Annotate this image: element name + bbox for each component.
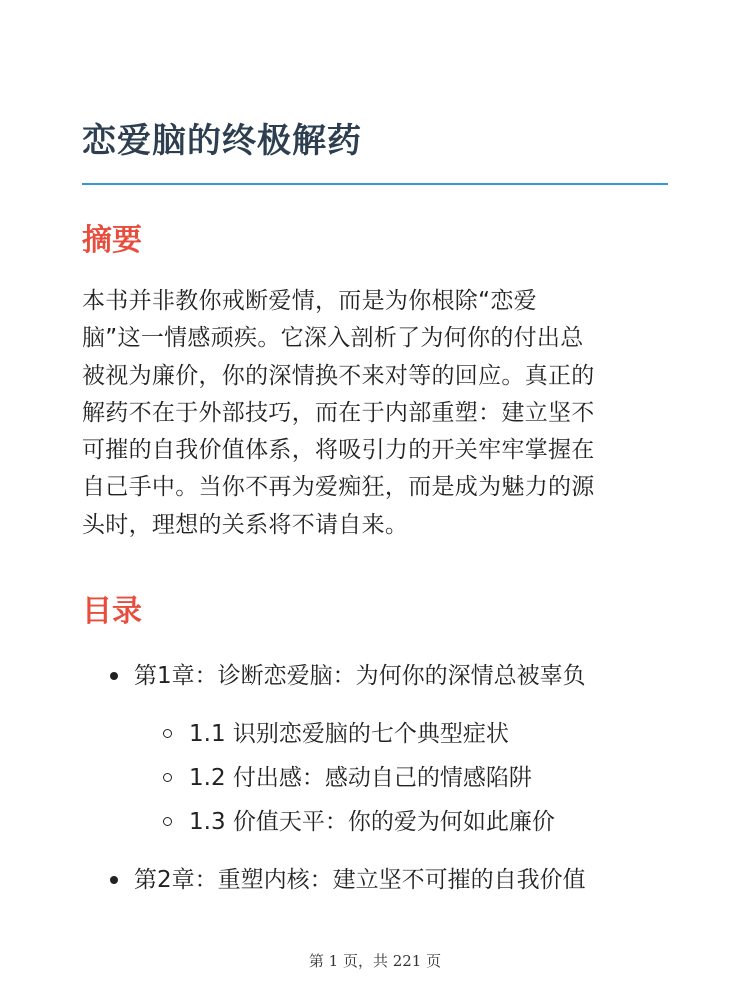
- summary-line: 自己手中。当你不再为爱痴狂，而是成为魅力的源: [82, 474, 595, 501]
- toc-section-label: 1.2 付出感：感动自己的情感陷阱: [189, 765, 532, 791]
- toc-chapter-label: 第1章：诊断恋爱脑：为何你的深情总被辜负: [134, 663, 586, 689]
- toc-section-label: 1.1 识别恋爱脑的七个典型症状: [189, 721, 509, 747]
- toc-section-label: 1.3 价值天平：你的爱为何如此廉价: [189, 809, 555, 835]
- toc-chapter-label: 第2章：重塑内核：建立坚不可摧的自我价值: [134, 867, 586, 893]
- bullet-circle-icon: [163, 817, 172, 826]
- bullet-disc-icon: [110, 876, 118, 884]
- toc-chapter-2[interactable]: [134, 863, 586, 897]
- summary-line: 脑”这一情感顽疾。它深入剖析了为何你的付出总: [82, 325, 584, 352]
- toc-section-1-3[interactable]: [189, 805, 555, 839]
- summary-line: 可摧的自我价值体系，将吸引力的开关牢牢掌握在: [82, 437, 595, 464]
- toc-section-1-1[interactable]: [189, 717, 509, 751]
- summary-line: 本书并非教你戒断爱情，而是为你根除“恋爱: [82, 288, 537, 314]
- bullet-circle-icon: [163, 729, 172, 738]
- toc-chapter-1[interactable]: [134, 659, 586, 693]
- summary-line: 头时，理想的关系将不请自来。: [82, 511, 409, 538]
- page-number-footer: 第 1 页，共 221 页: [308, 952, 442, 970]
- bullet-disc-icon: [110, 672, 118, 680]
- toc-heading: 目录: [82, 594, 142, 629]
- document-title: 恋爱脑的终极解药: [82, 121, 362, 161]
- toc-section-1-2[interactable]: [189, 761, 532, 795]
- summary-line: 被视为廉价，你的深情换不来对等的回应。真正的: [82, 362, 595, 389]
- bullet-circle-icon: [163, 773, 172, 782]
- summary-paragraph: [82, 283, 668, 544]
- title-divider: [82, 183, 668, 185]
- summary-heading: 摘要: [82, 223, 142, 258]
- summary-line: 解药不在于外部技巧，而在于内部重塑：建立坚不: [82, 399, 595, 426]
